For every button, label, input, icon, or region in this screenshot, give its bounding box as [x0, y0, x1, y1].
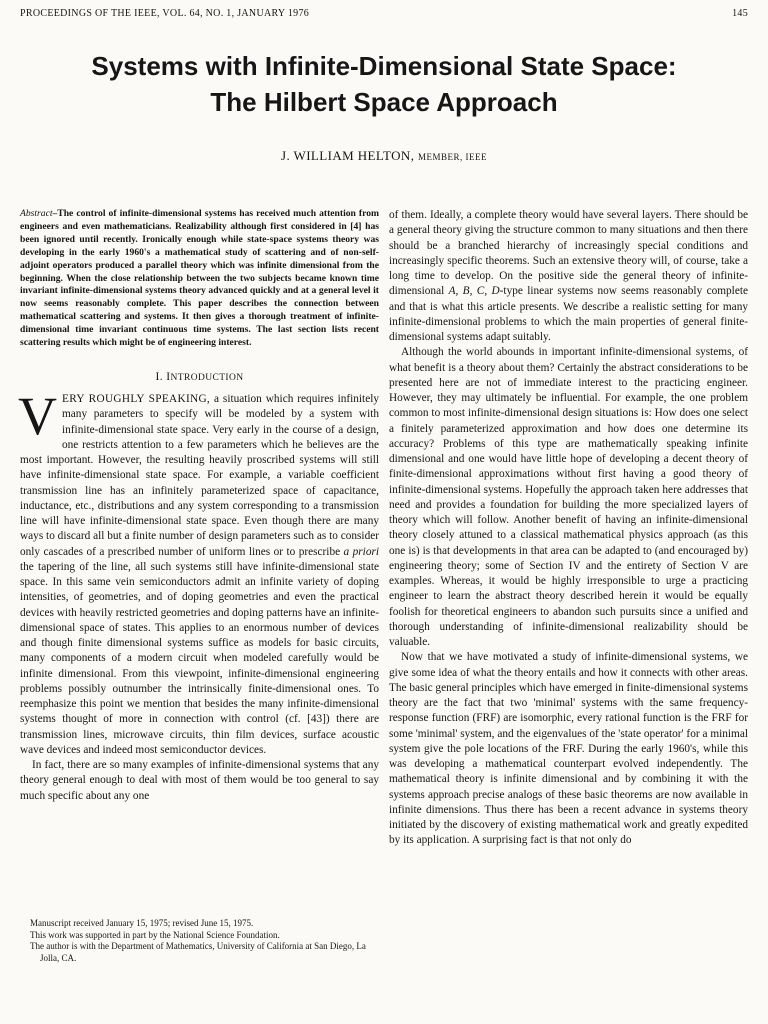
intro-italic-phrase: a priori [343, 545, 379, 558]
intro-paragraph-2: In fact, there are so many examples of infinite-dimensional systems that any theory general enough to deal with most of them would be too general to say much specific about any one [20, 759, 379, 802]
title-line-1: Systems with Infinite-Dimensional State Space: [91, 51, 677, 81]
section-numeral: I. I [155, 370, 171, 383]
abstract-label: Abstract [20, 208, 53, 219]
right-paragraph-3: Now that we have motivated a study of infinite-dimensional systems, we give some idea of what the theory entails and how it connects with other areas. The basic general principles which have emerged in finite-dimensional systems theory are the fact that two 'minimal' systems with the same frequency-response function (FRF) are isomorphic, every rational function is the FRF for some 'minimal' system, and the eigenvalues of the 'state operator' for a minimal system give the pole locations of the FRF. During the early 1960's, while this was developing a mathematical counterpart evolved independently. The mathematical theory is infinite dimensional and by combining it with the systems approach precise analogs of these basic theorems are now available in infinite dimensions. Thus there has been a recent advance in systems theory initiated by the discovery of existing mathematical work and greatly expedited by its application. A surprising fact is that not only do [389, 651, 748, 847]
footnote-received: Manuscript received January 15, 1975; revised June 15, 1975. [30, 918, 254, 928]
right-paragraph-2: Although the world abounds in important infinite-dimensional systems, of what benefit is a theory about them? Certainly the abstract considerations to be presented here are not of immediate interest to the practicing engineer. However, they may ultimately be influential. For example, the one problem common to most infinite-dimensional design situations is: How does one select a finitely parameterized approximation and how does one determine its accuracy? Problems of this type are mathematically speaking infinite dimensional and one would have little hope of developing a decent theory of finite-dimensional approximations without first having a good theory of infinite-dimensional systems. Hopefully the approach taken here addresses that need and provides a foundation for building the more specialized layers of theory which will follow. Another benefit of having an infinite-dimensional theory closely attuned to a classical mathematical physics approach (as this one is) is that developments in that area can be adapted to (and encouraged by) engineering theory; some of Section IV and the entirety of Section V are examples. Whereas, it would be highly irresponsible to urge a practicing engineer to learn the abstract theory described herein it would be equally foolish for theoretical engineers to abandon such pursuits since a unified and thorough understanding of infinite-dimensional realizability should be valuable. [389, 346, 748, 648]
section-heading [20, 370, 379, 386]
footnote-support: This work was supported in part by the National Science Foundation. [30, 929, 280, 940]
right-paragraph-1 [389, 208, 748, 345]
right-column [389, 208, 748, 849]
paper-title [0, 48, 768, 120]
running-head [20, 8, 748, 19]
intro-text-a: a situation which requires infinitely many parameters to specify will be modeled by a system with infinite-dimensional state space. Very early in the course of a design, one restricts attention to a few parameters which he believes are the most important. However, the resulting heavily proscribed systems will still have infinite-dimensional state space. For example, a variable coefficient transmission line has an infinitely parameterized space of capacitance, inductance, etc., distributions and any system corresponding to a transmission line will have infinite-dimensional state space. Even though there are many ways to discard all but a finite number of design parameters such as to consider only cascades of a prescribed number of uniform lines or to prescribe [20, 393, 379, 558]
right-text-b: -type linear systems now seems reasonably complete and that is what this article presents. We describe a realistic setting for many infinite-dimensional problems to which the main properties of general finite-dimensional systems adapt suitably. [389, 285, 748, 343]
journal-citation: PROCEEDINGS OF THE IEEE, VOL. 64, NO. 1, JANUARY 1976 [20, 8, 310, 19]
page-number: 145 [732, 8, 748, 19]
abstract-text: –The control of infinite-dimensional systems has received much attention from engineers and even mathematicians. Realizability although first considered in [4] has been ignored until recently. Ironically enough while state-space systems theory was developing in the early 1960's a mathematical study of scattering and of non-self-adjoint operators produced a parallel theory which was infinite dimensional from the beginning. When the close relationship between the two subjects became known time invariant infinite-dimensional systems theory advanced quickly and at a general level it now seems reasonably complete. This paper describes the connection between mathematical scattering and systems. It then gives a thorough treatment of infinite-dimensional time invariant continuous time systems. The last section lists recent scattering results which might be of engineering interest. [20, 208, 379, 349]
author-membership: MEMBER, IEEE [418, 152, 487, 162]
footnote-affiliation: The author is with the Department of Mathematics, University of California at San Diego, La Jolla, CA. [30, 941, 366, 963]
footnote [30, 918, 379, 964]
right-text-a: of them. Ideally, a complete theory would have several layers. There should be a general theory giving the structure common to many situations and then there should be a branched hierarchy of increasingly special conditions and increasingly specific theorems. Such an extensive theory will, of course, take a long time to develop. On the positive side the general theory of infinite-dimensional [389, 209, 748, 298]
abstract [20, 208, 379, 350]
author-name: J. WILLIAM HELTON, [281, 148, 415, 163]
title-line-2: The Hilbert Space Approach [210, 87, 558, 117]
drop-cap: V [18, 386, 57, 447]
author-line [0, 148, 768, 164]
intro-lead-caps: ERY ROUGHLY SPEAKING, [62, 393, 211, 406]
intro-text-b: the tapering of the line, all such systems still have infinite-dimensional state space. In this same vein semiconductors admit an infinite variety of doping intensities, of geometries, and of doping geometries and even the practical devices with heavily restricted geometries and doping patterns have an infinite-dimensional space of states. This applies to an enormous number of devices and though finite dimensional systems suffice as models for basic circuits, many components of a modern circuit when modeled carefully would be infinite dimensional. From this viewpoint, infinite-dimensional engineering problems possibly outnumber the intrinsically finite-dimensional ones. To reemphasize this point we mention that besides the many infinite-dimensional systems thought of more in connection with control (cf. [43]) there are transmission lines, microwave circuits, thin film devices, surface acoustic wave devices and indeed most semiconductor devices. [20, 560, 379, 756]
intro-paragraph-1 [18, 386, 379, 758]
left-column [20, 208, 379, 804]
system-variables: A, B, C, D [448, 285, 500, 298]
section-title: NTRODUCTION [170, 372, 244, 383]
